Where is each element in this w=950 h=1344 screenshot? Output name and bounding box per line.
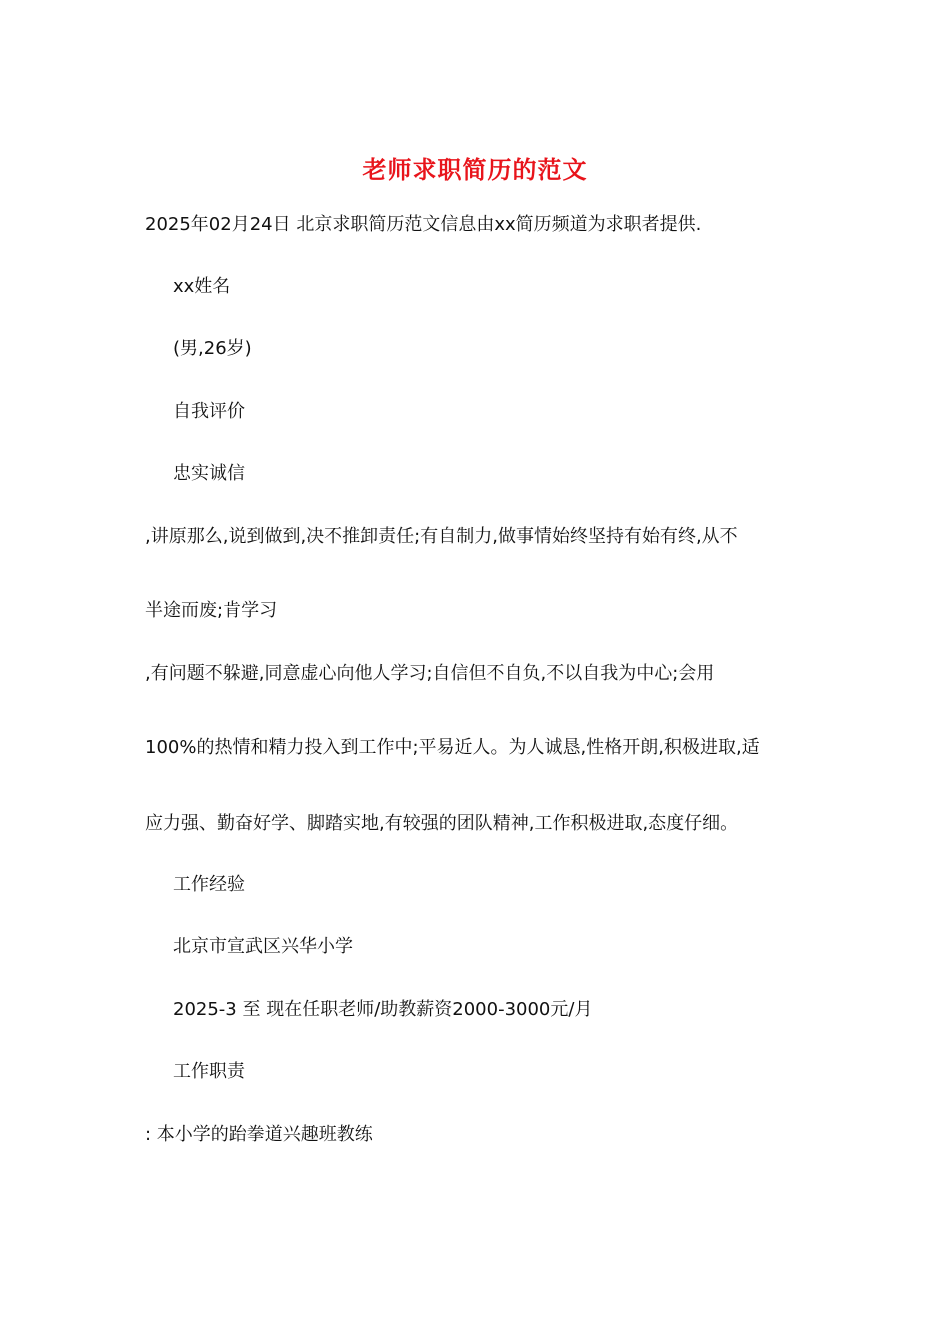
paragraph-line: ,讲原那么,说到做到,决不推卸责任;有自制力,做事情始终坚持有始有终,从不	[145, 526, 738, 547]
paragraph-line: 忠实诚信	[173, 463, 245, 484]
employer-line: 北京市宣武区兴华小学	[173, 936, 353, 957]
section-heading-responsibilities: 工作职责	[173, 1061, 245, 1082]
section-heading-work-experience: 工作经验	[173, 874, 245, 895]
intro-line: 2025年02月24日 北京求职简历范文信息由xx简历频道为求职者提供.	[145, 214, 702, 235]
paragraph-line: 应力强、勤奋好学、脚踏实地,有较强的团队精神,工作积极进取,态度仔细。	[145, 813, 739, 834]
name-line: xx姓名	[173, 276, 231, 297]
paragraph-line: ,有问题不躲避,同意虚心向他人学习;自信但不自负,不以自我为中心;会用	[145, 663, 715, 684]
gender-age-line: (男,26岁)	[173, 338, 252, 359]
paragraph-line: 100%的热情和精力投入到工作中;平易近人。为人诚恳,性格开朗,积极进取,适	[145, 737, 760, 758]
paragraph-line: 半途而废;肯学习	[145, 600, 278, 621]
job-period-line: 2025-3 至 现在任职老师/助教薪资2000-3000元/月	[173, 999, 593, 1020]
document-title: 老师求职简历的范文	[362, 155, 588, 184]
responsibility-line: : 本小学的跆拳道兴趣班教练	[145, 1124, 373, 1145]
section-heading-self-evaluation: 自我评价	[173, 401, 245, 422]
